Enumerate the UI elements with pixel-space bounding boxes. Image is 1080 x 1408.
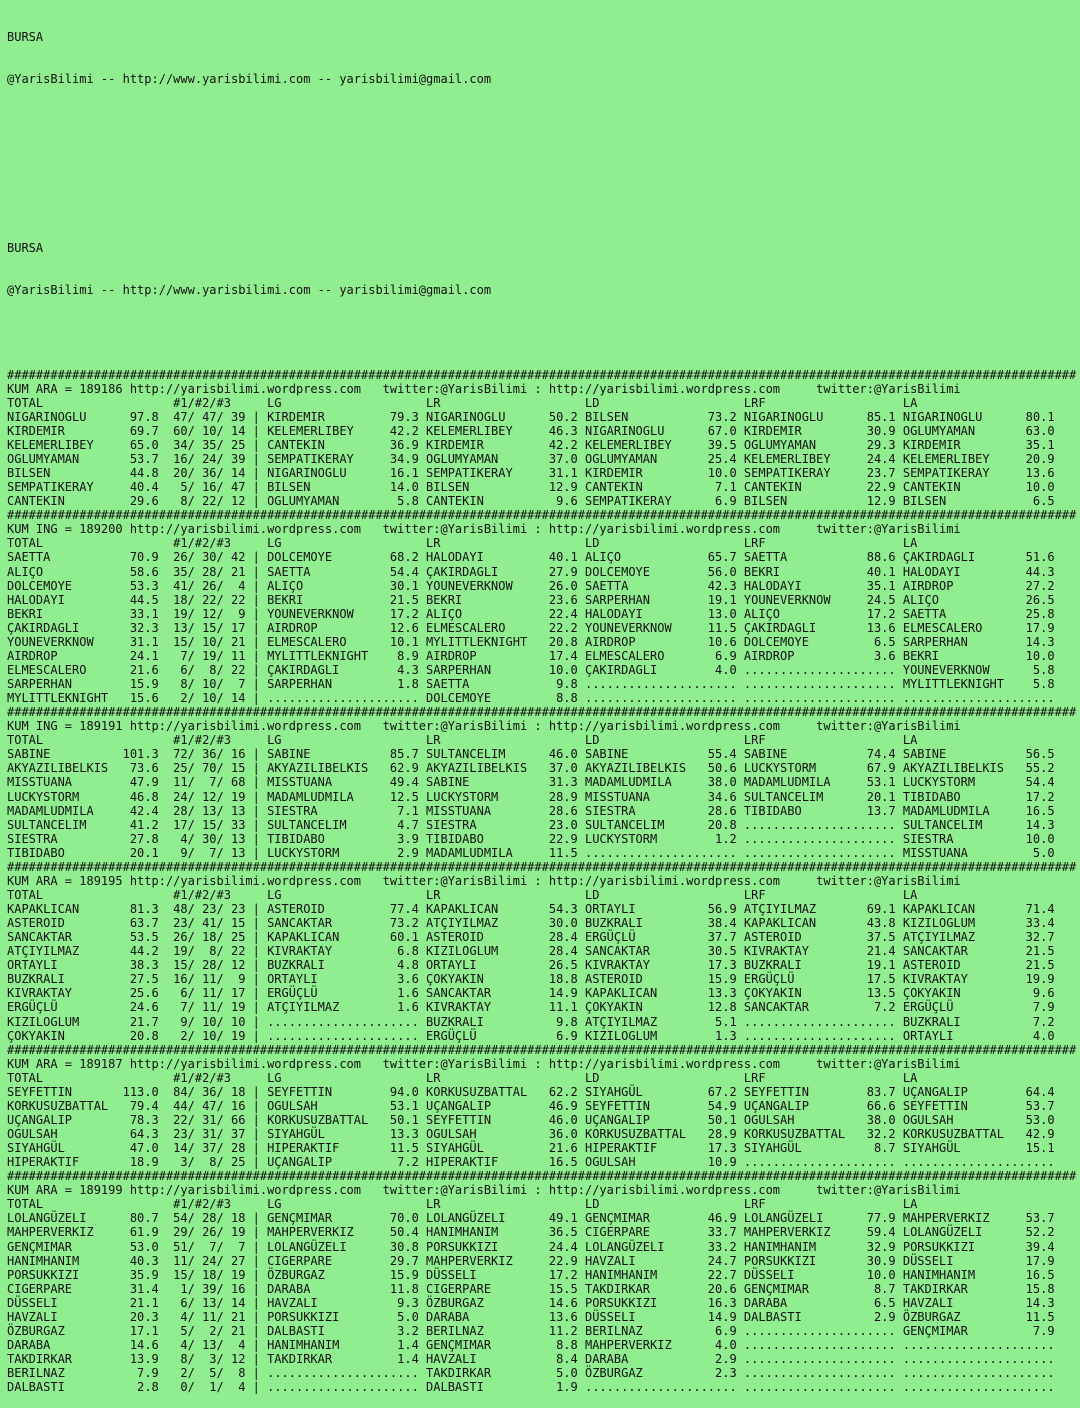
table-row: BEKRI 33.1 19/ 12/ 9 | YOUNEVERKNOW 17.2 ALIÇO 22.4 HALODAYI 13.0 ALIÇO 17.2 SAETTA 25.8 [7,606,1055,621]
table-row: SARPERHAN 15.9 8/ 10/ 7 | SARPERHAN 1.8 SAETTA 9.8 ..................... ..................... MYLITTLEKNIGHT 5.8 [7,677,1055,691]
table-row: KIVRAKTAY 25.6 6/ 11/ 17 | ERGÜÇLÜ 1.6 SANCAKTAR 14.9 KAPAKLICAN 13.3 ÇOKYAKIN 13.5 ÇOKYAKIN 9.6 [7,986,1055,1001]
table-row: DOLCEMOYE 53.3 41/ 26/ 4 | ALIÇO 30.1 YOUNEVERKNOW 26.0 SAETTA 42.3 HALODAYI 35.1 AIRDROP 27.2 [7,578,1055,593]
table-row: KORKUSUZBATTAL 79.4 44/ 47/ 16 | OGULSAH 53.1 UÇANGALIP 46.9 SEYFETTIN 54.9 UÇANGALIP 66.6 SEYFETTIN 53.7 [7,1098,1055,1113]
blank-line [7,115,1080,129]
track-name: BURSA [7,241,44,256]
table-row: SULTANCELIM 41.2 17/ 15/ 33 | SULTANCELIM 4.7 SIESTRA 23.0 SULTANCELIM 20.8 ..................... SULTANCELIM 14.3 [7,817,1055,832]
section-header: KUM ARA = 189187 http://yarisbilimi.wordpress.com twitter:@YarisBilimi : http://yarisbilimi.wordpress.com twitter:@YarisBilimi [7,1056,961,1071]
column-header-row: TOTAL #1/#2/#3 LG LR LD LRF LA [7,733,918,748]
table-row: ORTAYLI 38.3 15/ 28/ 12 | BUZKRALI 4.8 ORTAYLI 26.5 KIVRAKTAY 17.3 BUZKRALI 19.1 ASTEROID 21.5 [7,958,1055,973]
section-header: KUM ING = 189200 http://yarisbilimi.wordpress.com twitter:@YarisBilimi : http://yarisbilimi.wordpress.com twitter:@YarisBilimi [7,522,961,537]
credit-line: @YarisBilimi -- http://www.yarisbilimi.com -- yarisbilimi@gmail.com [7,72,492,87]
table-row: SIESTRA 27.8 4/ 30/ 13 | TIBIDABO 3.9 TIBIDABO 22.9 LUCKYSTORM 1.2 ..................... SIESTRA 10.0 [7,831,1055,846]
table-row: ÖZBURGAZ 17.1 5/ 2/ 21 | DALBASTI 3.2 BERILNAZ 11.2 BERILNAZ 6.9 ..................... GENÇMIMAR 7.9 [7,1323,1055,1338]
table-row: SABINE 101.3 72/ 36/ 16 | SABINE 85.7 SULTANCELIM 46.0 SABINE 55.4 SABINE 74.4 SABINE 56.5 [7,747,1055,762]
table-row: LOLANGÜZELI 80.7 54/ 28/ 18 | GENÇMIMAR 70.0 LOLANGÜZELI 49.1 GENÇMIMAR 46.9 LOLANGÜZELI 77.9 MAHPERVERKIZ 53.7 [7,1211,1055,1226]
table-row: ASTEROID 63.7 23/ 41/ 15 | SANCAKTAR 73.2 ATÇIYILMAZ 30.0 BUZKRALI 38.4 KAPAKLICAN 43.8 KIZILOGLUM 33.4 [7,916,1055,931]
table-row: HANIMHANIM 40.3 11/ 24/ 27 | CIGERPARE 29.7 MAHPERVERKIZ 22.9 HAVZALI 24.7 PORSUKKIZI 30.9 DÜSSELI 17.9 [7,1253,1055,1268]
table-row: ÇOKYAKIN 20.8 2/ 10/ 19 | ..................... ERGÜÇLÜ 6.9 KIZILOGLUM 1.3 ..................... ORTAYLI 4.0 [7,1028,1055,1043]
table-row: SAETTA 70.9 26/ 30/ 42 | DOLCEMOYE 68.2 HALODAYI 40.1 ALIÇO 65.7 SAETTA 88.6 ÇAKIRDAGLI 51.6 [7,550,1055,565]
table-row: HAVZALI 20.3 4/ 11/ 21 | PORSUKKIZI 5.0 DARABA 13.6 DÜSSELI 14.9 DALBASTI 2.9 ÖZBURGAZ 11.5 [7,1309,1055,1324]
blank-line [7,325,1080,339]
column-header-row: TOTAL #1/#2/#3 LG LR LD LRF LA [7,536,918,551]
column-header-row: TOTAL #1/#2/#3 LG LR LD LRF LA [7,887,918,902]
table-row: NIGARINOGLU 97.8 47/ 47/ 39 | KIRDEMIR 79.3 NIGARINOGLU 50.2 BILSEN 73.2 NIGARINOGLU 85.1 NIGARINOGLU 80.1 [7,409,1055,424]
track-name: BURSA [7,30,44,45]
column-header-row: TOTAL #1/#2/#3 LG LR LD LRF LA [7,395,918,410]
section-separator: #################################################################################################################################################### [7,1169,1077,1184]
table-row: YOUNEVERKNOW 31.1 15/ 10/ 21 | ELMESCALERO 10.1 MYLITTLEKNIGHT 20.8 AIRDROP 10.6 DOLCEMOYE 6.5 SARPERHAN 14.3 [7,634,1055,649]
table-row: SANCAKTAR 53.5 26/ 18/ 25 | KAPAKLICAN 60.1 ASTEROID 28.4 ERGÜÇLÜ 37.7 ASTEROID 37.5 ATÇIYILMAZ 32.7 [7,930,1055,945]
section-header: KUM ARA = 189186 http://yarisbilimi.wordpress.com twitter:@YarisBilimi : http://yarisbilimi.wordpress.com twitter:@YarisBilimi [7,381,961,396]
table-row: OGULSAH 64.3 23/ 31/ 37 | SIYAHGÜL 13.3 OGULSAH 36.0 KORKUSUZBATTAL 28.9 KORKUSUZBATTAL 32.2 KORKUSUZBATTAL 42.9 [7,1127,1055,1141]
table-row: MADAMLUDMILA 42.4 28/ 13/ 13 | SIESTRA 7.1 MISSTUANA 28.6 SIESTRA 28.6 TIBIDABO 13.7 MADAMLUDMILA 16.5 [7,803,1055,818]
table-row: ÇAKIRDAGLI 32.3 13/ 15/ 17 | AIRDROP 12.6 ELMESCALERO 22.2 YOUNEVERKNOW 11.5 ÇAKIRDAGLI 13.6 ELMESCALERO 17.9 [7,620,1055,635]
table-row: KIRDEMIR 69.7 60/ 10/ 14 | KELEMERLIBEY 42.2 KELEMERLIBEY 46.3 NIGARINOGLU 67.0 KIRDEMIR 30.9 OGLUMYAMAN 63.0 [7,423,1055,438]
section-separator: #################################################################################################################################################### [7,1042,1077,1057]
table-row: AIRDROP 24.1 7/ 19/ 11 | MYLITTLEKNIGHT 8.9 AIRDROP 17.4 ELMESCALERO 6.9 AIRDROP 3.6 BEKRI 10.0 [7,648,1055,663]
blank-line [7,199,1080,213]
table-row: KELEMERLIBEY 65.0 34/ 35/ 25 | CANTEKIN 36.9 KIRDEMIR 42.2 KELEMERLIBEY 39.5 OGLUMYAMAN 29.3 KIRDEMIR 35.1 [7,437,1055,452]
section-separator: #################################################################################################################################################### [7,367,1077,382]
table-row: BERILNAZ 7.9 2/ 5/ 8 | ..................... TAKDIRKAR 5.0 ÖZBURGAZ 2.3 ..................... ..................... [7,1366,1055,1381]
table-row: OGLUMYAMAN 53.7 16/ 24/ 39 | SEMPATIKERAY 34.9 OGLUMYAMAN 37.0 OGLUMYAMAN 25.4 KELEMERLIBEY 24.4 KELEMERLIBEY 20.9 [7,452,1055,466]
table-row: AKYAZILIBELKIS 73.6 25/ 70/ 15 | AKYAZILIBELKIS 62.9 AKYAZILIBELKIS 37.0 AKYAZILIBELKIS 50.6 LUCKYSTORM 67.9 AKYAZILIBELKIS 55.2 [7,761,1055,776]
table-row: CIGERPARE 31.4 1/ 39/ 16 | DARABA 11.8 CIGERPARE 15.5 TAKDIRKAR 20.6 GENÇMIMAR 8.7 TAKDIRKAR 15.8 [7,1281,1055,1296]
table-row: HALODAYI 44.5 18/ 22/ 22 | BEKRI 21.5 BEKRI 23.6 SARPERHAN 19.1 YOUNEVERKNOW 24.5 ALIÇO 26.5 [7,592,1055,607]
table-row: DALBASTI 2.8 0/ 1/ 4 | ..................... DALBASTI 1.9 ..................... ..................... ..................... [7,1380,1055,1395]
section-separator: #################################################################################################################################################### [7,508,1077,523]
table-row: ATÇIYILMAZ 44.2 19/ 8/ 22 | KIVRAKTAY 6.8 KIZILOGLUM 28.4 SANCAKTAR 30.5 KIVRAKTAY 21.4 SANCAKTAR 21.5 [7,944,1055,959]
table-row: KIZILOGLUM 21.7 9/ 10/ 10 | ..................... BUZKRALI 9.8 ATÇIYILMAZ 5.1 ..................... BUZKRALI 7.2 [7,1014,1055,1029]
table-row: HIPERAKTIF 18.9 3/ 8/ 25 | UÇANGALIP 7.2 HIPERAKTIF 16.5 OGULSAH 10.9 ..................... ..................... [7,1155,1055,1170]
section-header: KUM ING = 189191 http://yarisbilimi.wordpress.com twitter:@YarisBilimi : http://yarisbilimi.wordpress.com twitter:@YarisBilimi [7,719,961,734]
credit-line: @YarisBilimi -- http://www.yarisbilimi.com -- yarisbilimi@gmail.com [7,283,492,298]
race-report [7,368,1080,1395]
column-header-row: TOTAL #1/#2/#3 LG LR LD LRF LA [7,1070,918,1085]
section-header: KUM ARA = 189195 http://yarisbilimi.wordpress.com twitter:@YarisBilimi : http://yarisbilimi.wordpress.com twitter:@YarisBilimi [7,873,961,888]
table-row: SIYAHGÜL 47.0 14/ 37/ 28 | HIPERAKTIF 11.5 SIYAHGÜL 21.6 HIPERAKTIF 17.3 SIYAHGÜL 8.7 SIYAHGÜL 15.1 [7,1141,1055,1156]
table-row: TIBIDABO 20.1 9/ 7/ 13 | LUCKYSTORM 2.9 MADAMLUDMILA 11.5 ..................... ..................... MISSTUANA 5.0 [7,845,1055,860]
column-header-row: TOTAL #1/#2/#3 LG LR LD LRF LA [7,1197,918,1212]
table-row: CANTEKIN 29.6 8/ 22/ 12 | OGLUMYAMAN 5.8 CANTEKIN 9.6 SEMPATIKERAY 6.9 BILSEN 12.9 BILSEN 6.5 [7,494,1055,509]
table-row: TAKDIRKAR 13.9 8/ 3/ 12 | TAKDIRKAR 1.4 HAVZALI 8.4 DARABA 2.9 ..................... ..................... [7,1352,1055,1366]
table-row: SEMPATIKERAY 40.4 5/ 16/ 47 | BILSEN 14.0 BILSEN 12.9 CANTEKIN 7.1 CANTEKIN 22.9 CANTEKIN 10.0 [7,480,1055,495]
table-row: DARABA 14.6 4/ 13/ 4 | HANIMHANIM 1.4 GENÇMIMAR 8.8 MAHPERVERKIZ 4.0 ..................... ..................... [7,1337,1055,1352]
table-row: BUZKRALI 27.5 16/ 11/ 9 | ORTAYLI 3.6 ÇOKYAKIN 18.8 ASTEROID 15.9 ERGÜÇLÜ 17.5 KIVRAKTAY 19.9 [7,972,1055,987]
table-row: BILSEN 44.8 20/ 36/ 14 | NIGARINOGLU 16.1 SEMPATIKERAY 31.1 KIRDEMIR 10.0 SEMPATIKERAY 23.7 SEMPATIKERAY 13.6 [7,466,1055,481]
table-row: SEYFETTIN 113.0 84/ 36/ 18 | SEYFETTIN 94.0 KORKUSUZBATTAL 62.2 SIYAHGÜL 67.2 SEYFETTIN 83.7 UÇANGALIP 64.4 [7,1084,1055,1099]
table-row: GENÇMIMAR 53.0 51/ 7/ 7 | LOLANGÜZELI 30.8 PORSUKKIZI 24.4 LOLANGÜZELI 33.2 HANIMHANIM 32.9 PORSUKKIZI 39.4 [7,1239,1055,1254]
table-row: MYLITTLEKNIGHT 15.6 2/ 10/ 14 | ..................... DOLCEMOYE 8.8 ..................... ..................... ..................... [7,691,1055,706]
table-row: LUCKYSTORM 46.8 24/ 12/ 19 | MADAMLUDMILA 12.5 LUCKYSTORM 28.9 MISSTUANA 34.6 SULTANCELIM 20.1 TIBIDABO 17.2 [7,789,1055,804]
table-row: KAPAKLICAN 81.3 48/ 23/ 23 | ASTEROID 77.4 KAPAKLICAN 54.3 ORTAYLI 56.9 ATÇIYILMAZ 69.1 KAPAKLICAN 71.4 [7,902,1055,916]
table-row: MAHPERVERKIZ 61.9 29/ 26/ 19 | MAHPERVERKIZ 50.4 HANIMHANIM 36.5 CIGERPARE 33.7 MAHPERVERKIZ 59.4 LOLANGÜZELI 52.2 [7,1225,1055,1240]
table-row: ALIÇO 58.6 35/ 28/ 21 | SAETTA 54.4 ÇAKIRDAGLI 27.9 DOLCEMOYE 56.0 BEKRI 40.1 HALODAYI 44.3 [7,564,1055,579]
section-separator: #################################################################################################################################################### [7,705,1077,720]
table-row: UÇANGALIP 78.3 22/ 31/ 66 | KORKUSUZBATTAL 50.1 SEYFETTIN 46.0 UÇANGALIP 50.1 OGULSAH 38.0 OGULSAH 53.0 [7,1112,1055,1127]
section-header: KUM ARA = 189199 http://yarisbilimi.wordpress.com twitter:@YarisBilimi : http://yarisbilimi.wordpress.com twitter:@YarisBilimi [7,1183,961,1198]
table-row: DÜSSELI 21.1 6/ 13/ 14 | HAVZALI 9.3 ÖZBURGAZ 14.6 PORSUKKIZI 16.3 DARABA 6.5 HAVZALI 14.3 [7,1295,1055,1310]
section-separator: #################################################################################################################################################### [7,859,1077,874]
table-row: MISSTUANA 47.9 11/ 7/ 68 | MISSTUANA 49.4 SABINE 31.3 MADAMLUDMILA 38.0 MADAMLUDMILA 53.1 LUCKYSTORM 54.4 [7,775,1055,790]
table-row: ELMESCALERO 21.6 6/ 8/ 22 | ÇAKIRDAGLI 4.3 SARPERHAN 10.0 ÇAKIRDAGLI 4.0 ..................... YOUNEVERKNOW 5.8 [7,662,1055,677]
blank-line [7,157,1080,171]
table-row: ERGÜÇLÜ 24.6 7/ 11/ 19 | ATÇIYILMAZ 1.6 KIVRAKTAY 11.1 ÇOKYAKIN 12.8 SANCAKTAR 7.2 ERGÜÇLÜ 7.9 [7,1000,1055,1015]
table-row: PORSUKKIZI 35.9 15/ 18/ 19 | ÖZBURGAZ 15.9 DÜSSELI 17.2 HANIMHANIM 22.7 DÜSSELI 10.0 HANIMHANIM 16.5 [7,1267,1055,1282]
